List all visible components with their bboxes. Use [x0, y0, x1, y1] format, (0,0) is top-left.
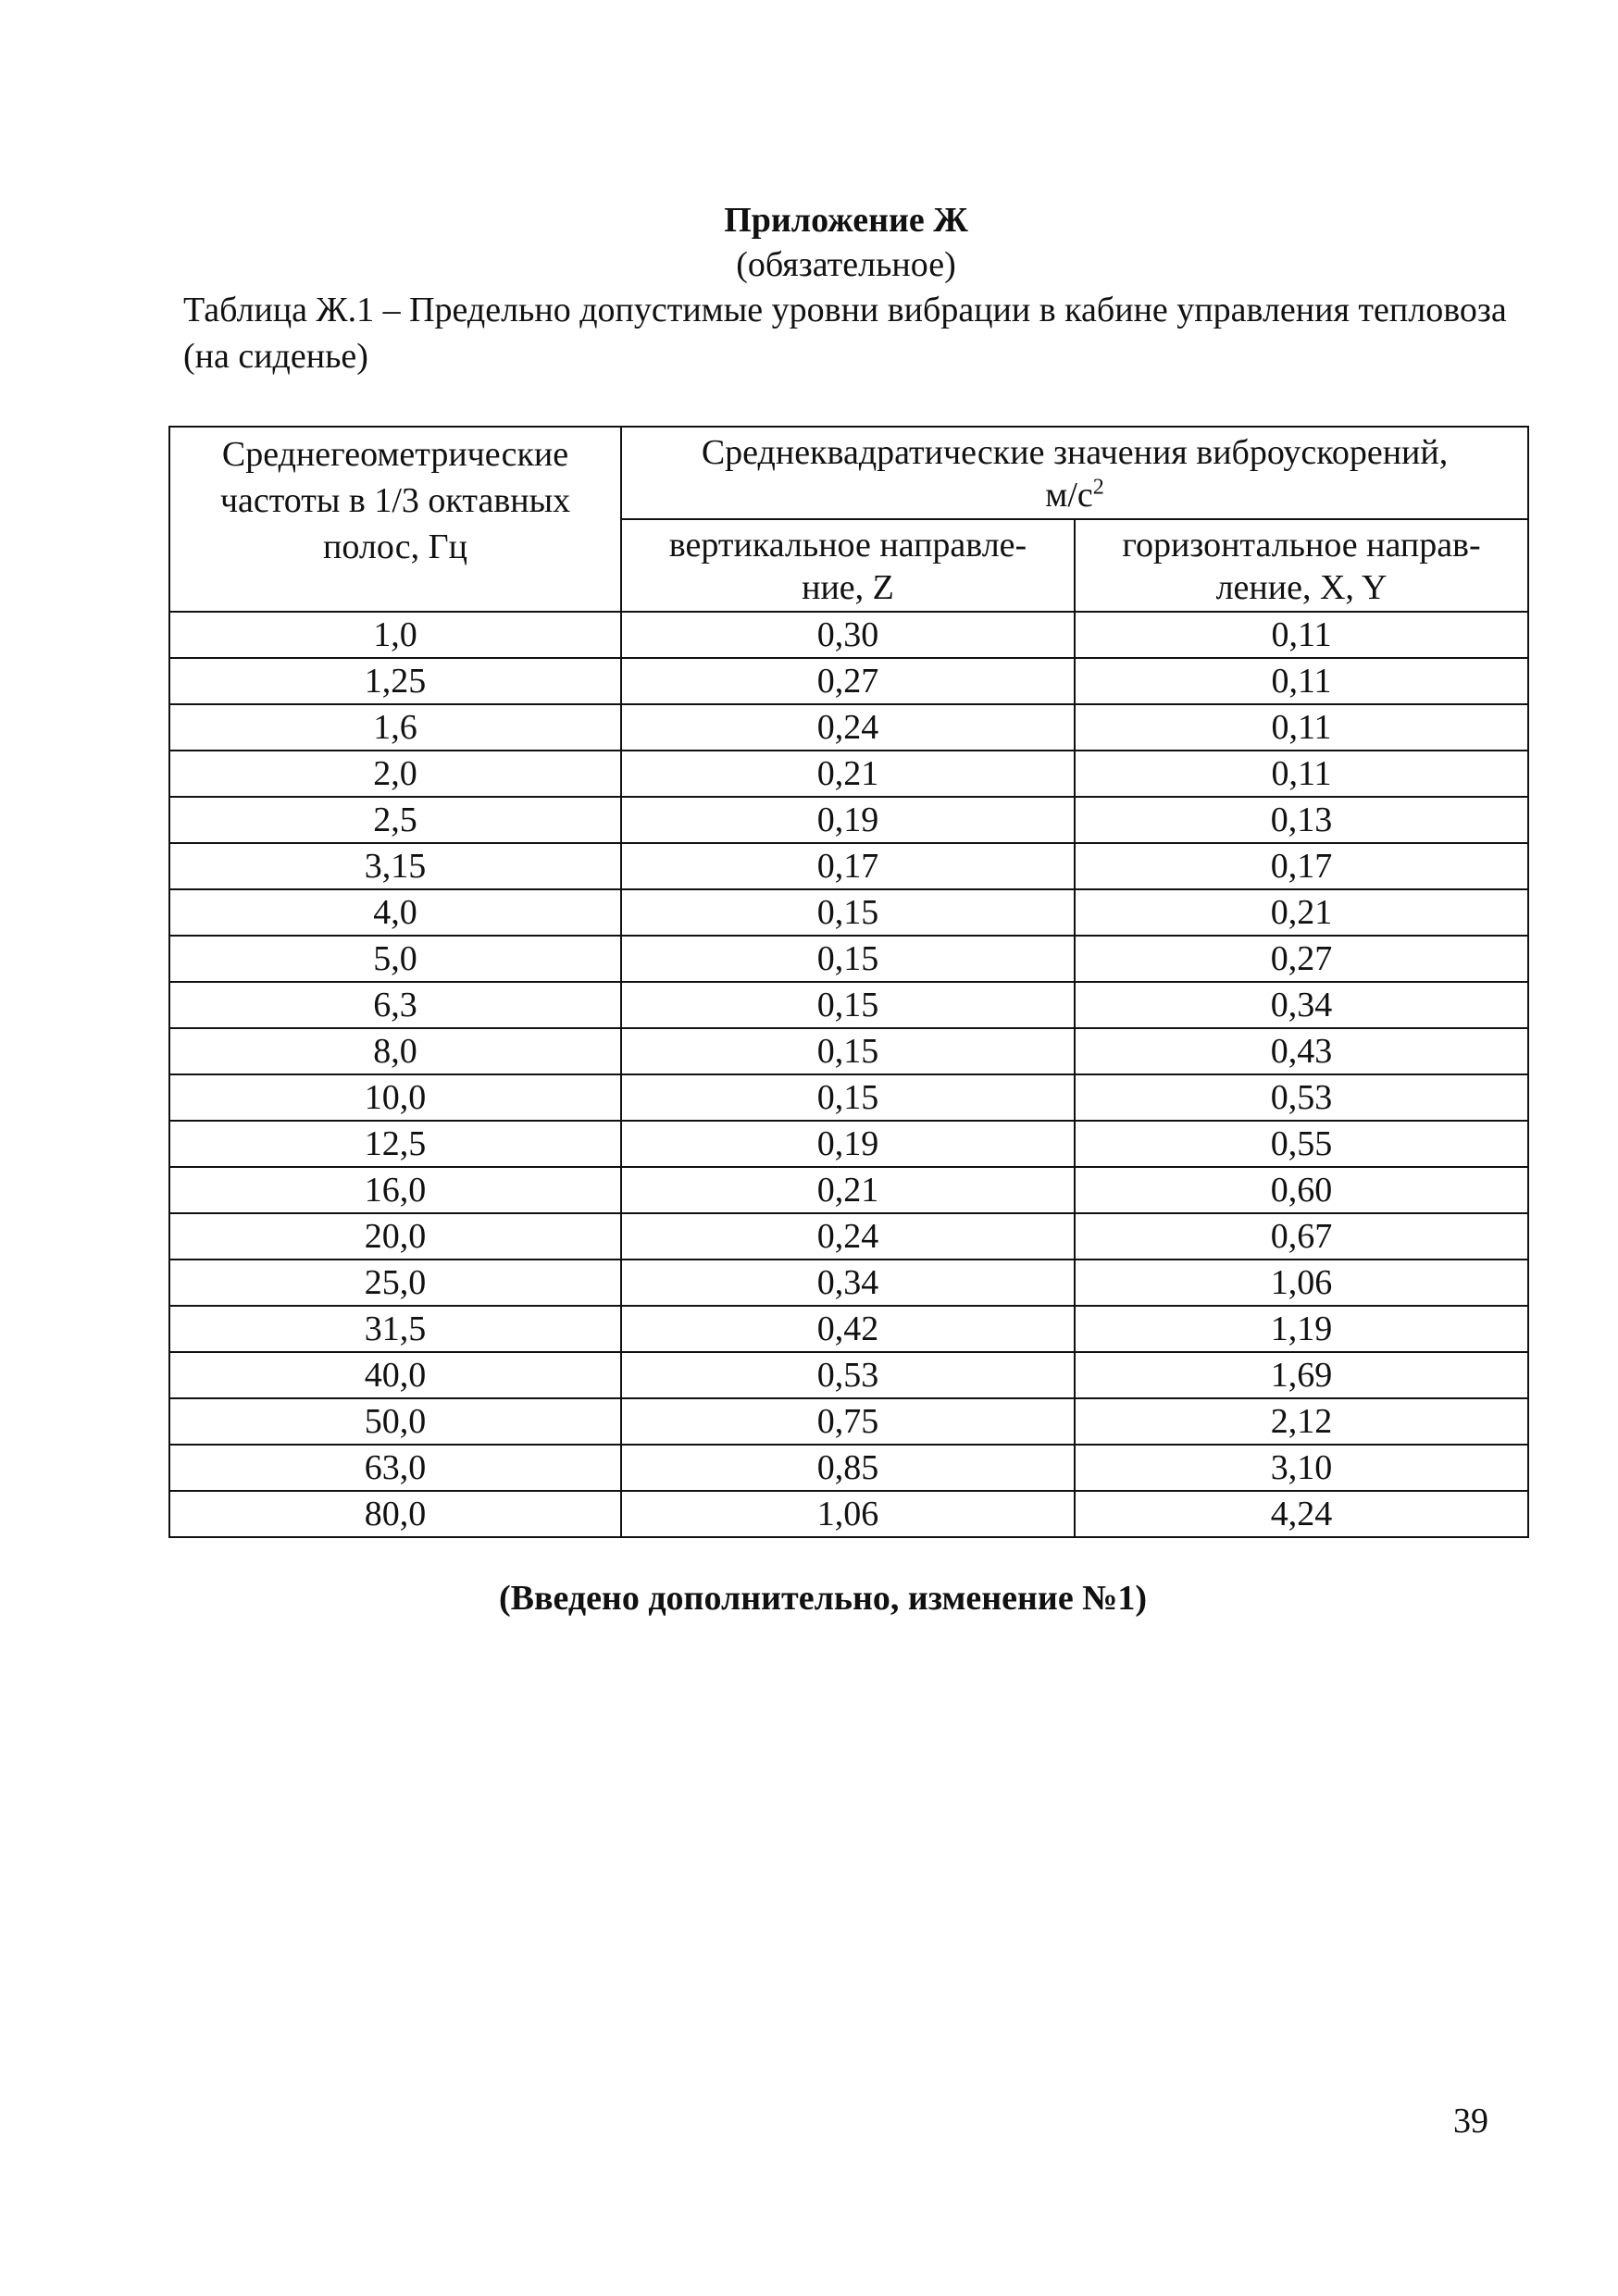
table-row: [169, 889, 1528, 936]
table-row: [169, 1121, 1528, 1167]
header-horizontal-label: горизонтальное направ- ление, X, Y: [1122, 526, 1481, 607]
cell-frequency: 20,0: [169, 1213, 621, 1260]
cell-vertical-z: 0,42: [621, 1306, 1075, 1352]
header-rms-label: Среднеквадратические значения виброускорений,: [701, 433, 1449, 472]
header-horizontal-xy: [1075, 519, 1528, 612]
table-row: [169, 1352, 1528, 1398]
cell-frequency: 2,5: [169, 797, 621, 843]
cell-horizontal-xy: 1,69: [1075, 1352, 1528, 1398]
cell-frequency: 1,25: [169, 658, 621, 704]
cell-vertical-z: 0,15: [621, 1074, 1075, 1121]
cell-frequency: 8,0: [169, 1028, 621, 1074]
table-row: [169, 1074, 1528, 1121]
cell-frequency: 31,5: [169, 1306, 621, 1352]
table-row: [169, 982, 1528, 1028]
table-row: [169, 1398, 1528, 1445]
cell-horizontal-xy: 0,11: [1075, 751, 1528, 797]
cell-frequency: 3,15: [169, 843, 621, 889]
cell-vertical-z: 0,19: [621, 797, 1075, 843]
cell-horizontal-xy: 1,19: [1075, 1306, 1528, 1352]
cell-vertical-z: 0,15: [621, 889, 1075, 936]
cell-vertical-z: 0,21: [621, 751, 1075, 797]
cell-horizontal-xy: 0,55: [1075, 1121, 1528, 1167]
cell-horizontal-xy: 0,11: [1075, 704, 1528, 751]
header-vertical-label: вертикальное направле- ние, Z: [668, 526, 1027, 607]
cell-vertical-z: 0,19: [621, 1121, 1075, 1167]
cell-horizontal-xy: 0,43: [1075, 1028, 1528, 1074]
table-row: [169, 1445, 1528, 1491]
cell-vertical-z: 1,06: [621, 1491, 1075, 1537]
table-row: [169, 797, 1528, 843]
header-rms-acceleration: [621, 427, 1528, 519]
cell-horizontal-xy: 0,67: [1075, 1213, 1528, 1260]
cell-frequency: 50,0: [169, 1398, 621, 1445]
cell-horizontal-xy: 3,10: [1075, 1445, 1528, 1491]
cell-vertical-z: 0,24: [621, 704, 1075, 751]
cell-vertical-z: 0,85: [621, 1445, 1075, 1491]
table-row: [169, 658, 1528, 704]
cell-vertical-z: 0,15: [621, 1028, 1075, 1074]
cell-frequency: 80,0: [169, 1491, 621, 1537]
table-row: [169, 1306, 1528, 1352]
cell-horizontal-xy: 2,12: [1075, 1398, 1528, 1445]
amendment-note: (Введено дополнительно, изменение №1): [498, 1579, 1148, 1618]
table-header-row: [169, 427, 1528, 519]
cell-horizontal-xy: 0,27: [1075, 936, 1528, 982]
cell-frequency: 1,0: [169, 612, 621, 658]
cell-horizontal-xy: 0,17: [1075, 843, 1528, 889]
table-row: [169, 843, 1528, 889]
appendix-title: Приложение Ж: [724, 201, 968, 240]
cell-vertical-z: 0,17: [621, 843, 1075, 889]
cell-vertical-z: 0,21: [621, 1167, 1075, 1213]
table-row: [169, 1167, 1528, 1213]
vibration-limits-table: [168, 426, 1529, 1538]
header-frequency: [169, 427, 621, 612]
table-row: [169, 1260, 1528, 1306]
header-rms-unit-exponent: 2: [1092, 475, 1104, 500]
table-row: [169, 1028, 1528, 1074]
cell-horizontal-xy: 0,34: [1075, 982, 1528, 1028]
cell-frequency: 5,0: [169, 936, 621, 982]
cell-horizontal-xy: 0,11: [1075, 612, 1528, 658]
cell-horizontal-xy: 0,53: [1075, 1074, 1528, 1121]
cell-horizontal-xy: 0,11: [1075, 658, 1528, 704]
cell-horizontal-xy: 0,13: [1075, 797, 1528, 843]
table-row: [169, 704, 1528, 751]
cell-vertical-z: 0,75: [621, 1398, 1075, 1445]
cell-vertical-z: 0,15: [621, 936, 1075, 982]
table-body: [169, 612, 1528, 1537]
cell-horizontal-xy: 0,21: [1075, 889, 1528, 936]
cell-vertical-z: 0,30: [621, 612, 1075, 658]
page-number: 39: [1453, 2102, 1488, 2141]
cell-vertical-z: 0,53: [621, 1352, 1075, 1398]
cell-vertical-z: 0,24: [621, 1213, 1075, 1260]
cell-horizontal-xy: 0,60: [1075, 1167, 1528, 1213]
table-row: [169, 1491, 1528, 1537]
header-vertical-z: [621, 519, 1075, 612]
cell-frequency: 1,6: [169, 704, 621, 751]
table-row: [169, 936, 1528, 982]
table-row: [169, 612, 1528, 658]
cell-frequency: 16,0: [169, 1167, 621, 1213]
table-caption: Таблица Ж.1 – Предельно допустимые уровни вибрации в кабине управления тепловоза (на сиденье): [183, 291, 1507, 376]
cell-frequency: 2,0: [169, 751, 621, 797]
cell-vertical-z: 0,34: [621, 1260, 1075, 1306]
cell-horizontal-xy: 4,24: [1075, 1491, 1528, 1537]
cell-frequency: 12,5: [169, 1121, 621, 1167]
cell-vertical-z: 0,27: [621, 658, 1075, 704]
cell-frequency: 63,0: [169, 1445, 621, 1491]
cell-frequency: 6,3: [169, 982, 621, 1028]
table-row: [169, 1213, 1528, 1260]
appendix-subtitle: (обязательное): [736, 245, 956, 284]
cell-frequency: 25,0: [169, 1260, 621, 1306]
table-row: [169, 751, 1528, 797]
cell-frequency: 10,0: [169, 1074, 621, 1121]
header-rms-unit: м/с: [1045, 476, 1093, 515]
header-frequency-label: Среднегеометрические частоты в 1/3 октавных полос, Гц: [219, 435, 571, 566]
cell-frequency: 4,0: [169, 889, 621, 936]
cell-horizontal-xy: 1,06: [1075, 1260, 1528, 1306]
cell-frequency: 40,0: [169, 1352, 621, 1398]
cell-vertical-z: 0,15: [621, 982, 1075, 1028]
